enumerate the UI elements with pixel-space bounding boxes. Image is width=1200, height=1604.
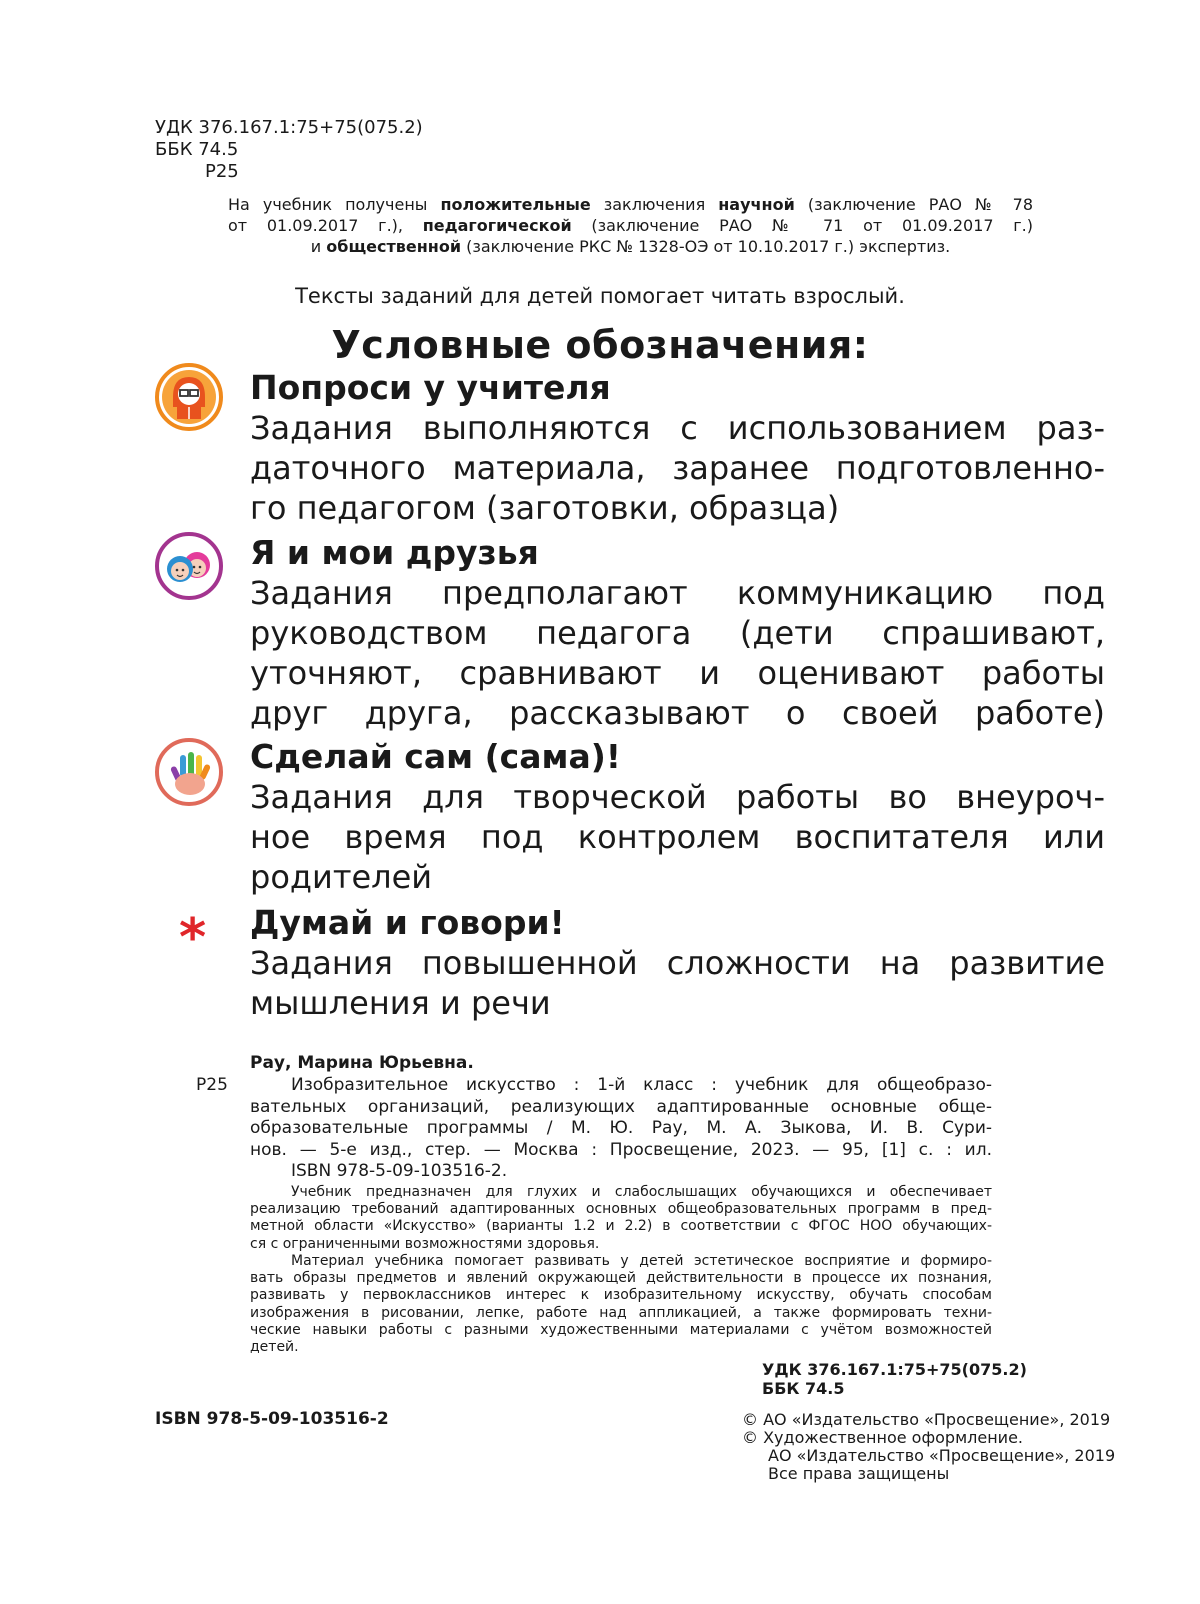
legend-text-hand: Задания для творческой работы во внеуроч- ное время под контролем воспитателя или родителей <box>250 778 1105 896</box>
copyright-line-1: © АО «Издательство «Просвещение», 2019 <box>742 1410 1111 1429</box>
copyright-line-3: АО «Издательство «Просвещение», 2019 <box>768 1446 1116 1465</box>
hand-icon <box>155 738 223 806</box>
legend-heading-teacher: Попроси у учителя <box>250 368 611 407</box>
helper-note: Тексты заданий для детей помогает читать взрослый. <box>295 284 905 308</box>
reviews-paragraph <box>228 194 1033 257</box>
annotation-content: Материал учебника помогает развивать у детей эстетическое восприятие и формиро- вать образы предметов и явлений окружающей действительности в процессе их познания, развивать у первоклассников интерес к изобразительному искусству, обучать способам изображения в рисовании, лепке, работе над аппликацией, а также формировать техни- ческие навыки работы с разными художественными материалами с учётом возможностей детей. <box>250 1253 992 1356</box>
teacher-icon <box>155 363 223 431</box>
reviews-line-2: от 01.09.2017 г.), педагогической (заключение РАО № 71 от 01.09.2017 г.) <box>228 216 1034 235</box>
bibliography-isbn: ISBN 978-5-09-103516-2. <box>291 1161 508 1181</box>
reviews-line-1: На учебник получены положительные заключения научной (заключение РАО № 78 <box>228 195 1034 214</box>
bibliography-udk: УДК 376.167.1:75+75(075.2) <box>762 1360 1027 1379</box>
legend-heading-friends: Я и мои друзья <box>250 533 539 572</box>
footer-isbn: ISBN 978-5-09-103516-2 <box>155 1409 389 1429</box>
bbk-code: ББК 74.5 <box>155 139 239 160</box>
legend-text-friends: Задания предполагают коммуникацию под руководством педагога (дети спрашивают, уточняют, сравнивают и оценивают работы друг друга, рассказывают о своей работе) <box>250 574 1105 732</box>
bibliography-bbk: ББК 74.5 <box>762 1379 845 1398</box>
copyright-line-2: © Художественное оформление. <box>742 1428 1023 1447</box>
annotation-purpose: Учебник предназначен для глухих и слабослышащих обучающихся и обеспечивает реализацию требований адаптированных основных общеобразовательных программ в пред- метной области «Искусство» (варианты 1.2 и 2.2) в соответствии с ФГОС НОО обучающих- ся с ограниченными возможностями здоровья. <box>250 1184 992 1252</box>
bibliography-index: Р25 <box>196 1075 228 1095</box>
legend-heading-hand: Сделай сам (сама)! <box>250 737 621 776</box>
reviews-line-3: и общественной (заключение РКС № 1328-ОЭ от 10.10.2017 г.) экспертиз. <box>310 237 951 256</box>
copyright-line-4: Все права защищены <box>768 1464 950 1483</box>
author-index: Р25 <box>205 161 239 182</box>
asterisk-icon: * <box>179 908 207 968</box>
legend-heading-think: Думай и говори! <box>250 903 565 942</box>
friends-icon <box>155 532 223 600</box>
bibliography-description: Изобразительное искусство : 1-й класс : учебник для общеобразо- вательных организаций, реализующих адаптированные основные обще- образовательные программы / М. Ю. Рау, М. А. Зыкова, И. В. Сури- нов. — 5-е изд., стер. — Москва : Просвещение, 2023. — 95, [1] с. : ил. ISBN 978-5-09-103516-2. <box>250 1075 992 1181</box>
legend-text-teacher: Задания выполняются с использованием раз- даточного материала, заранее подготовленно- го педагогом (заготовки, образца) <box>250 409 1105 527</box>
udk-code: УДК 376.167.1:75+75(075.2) <box>155 117 423 138</box>
bibliography-author: Рау, Марина Юрьевна. <box>250 1053 474 1073</box>
legend-title: Условные обозначения: <box>331 323 869 367</box>
legend-text-think: Задания повышенной сложности на развитие мышления и речи <box>250 944 1105 1022</box>
